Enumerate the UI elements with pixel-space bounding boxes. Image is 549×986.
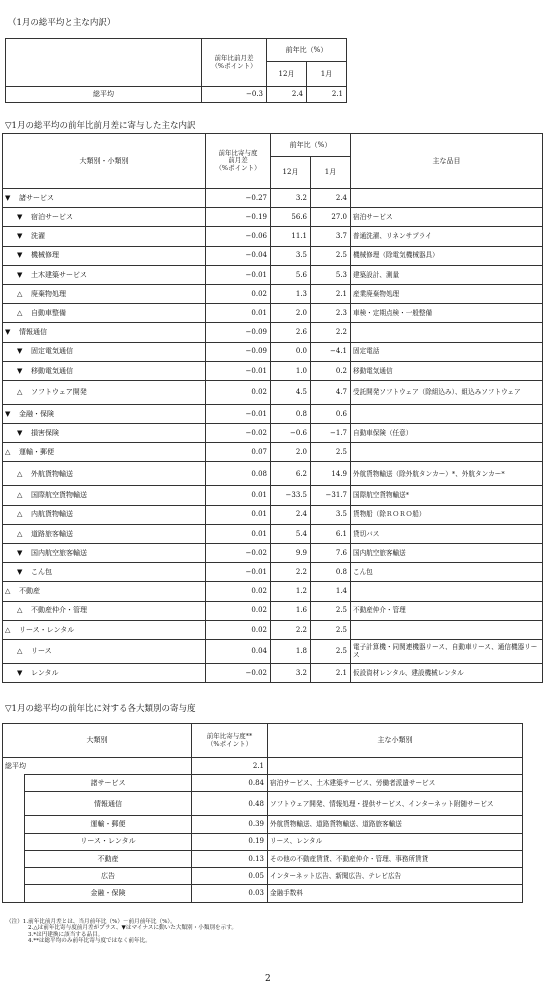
contrib-row-name: 国内航空旅客輸送 — [31, 548, 87, 557]
contrib-row-name: リース — [31, 647, 52, 656]
major-total-contrib: 2.1 — [192, 758, 268, 775]
major-row-contrib: 0.19 — [192, 833, 268, 850]
contrib-row-category — [3, 342, 206, 361]
major-header-contrib: 前年比寄与度** （%ポイント） — [192, 724, 268, 758]
contrib-row-dec: 3.5 — [271, 246, 311, 265]
up-triangle-icon: △ — [17, 529, 23, 538]
contrib-row-items: 受託開発ソフトウェア（除組込み）、組込みソフトウェア — [351, 380, 543, 404]
contrib-row-name: 国際航空貨物輸送 — [31, 491, 87, 500]
contrib-row-items: 仮設資材レンタル、建設機械レンタル — [351, 663, 543, 682]
note-3: 3.*は円建換に該当する品目。 — [28, 931, 104, 938]
up-triangle-icon: △ — [17, 308, 23, 317]
contrib-row-category — [3, 486, 206, 505]
contrib-row-items: 国内航空旅客輸送 — [351, 544, 543, 563]
summary-row-jan: 2.1 — [307, 87, 347, 103]
contrib-row-contrib: 0.02 — [206, 601, 271, 620]
down-triangle-icon: ▼ — [17, 428, 23, 437]
major-row-name: 広告 — [25, 868, 192, 885]
major-row-contrib: 0.05 — [192, 868, 268, 885]
contrib-row-jan: 4.7 — [311, 380, 351, 404]
contrib-row-jan: 3.7 — [311, 227, 351, 246]
down-triangle-icon: ▼ — [17, 366, 23, 375]
contrib-row-jan: 2.1 — [311, 663, 351, 682]
major-row-items: リース、レンタル — [268, 833, 523, 850]
contrib-row-name: 内航貨物輸送 — [31, 510, 73, 519]
contrib-row-contrib: −0.09 — [206, 323, 271, 342]
summary-row-label: 総平均 — [6, 87, 202, 103]
contrib-row — [3, 380, 543, 404]
contrib-row-category — [3, 404, 206, 423]
contrib-row-contrib: −0.02 — [206, 424, 271, 443]
major-row-items: 外航貨物輸送、道路貨物輸送、道路旅客輸送 — [268, 816, 523, 833]
contrib-row-items: 電子計算機・同関連機器リース、自動車リース、通信機器リース — [351, 639, 543, 663]
contrib-row-contrib: 0.04 — [206, 639, 271, 663]
up-triangle-icon: △ — [17, 606, 23, 615]
contrib-row-name: ソフトウェア開発 — [31, 388, 87, 397]
contrib-row — [3, 544, 543, 563]
contrib-row-contrib: −0.04 — [206, 246, 271, 265]
contrib-row-category — [3, 544, 206, 563]
contrib-row-contrib: 0.01 — [206, 524, 271, 543]
contrib-row-category — [3, 524, 206, 543]
contrib-row-dec: 11.1 — [271, 227, 311, 246]
contrib-header-jan: 1月 — [311, 157, 351, 189]
contrib-row-contrib: 0.02 — [206, 380, 271, 404]
major-row-name: 不動産 — [25, 850, 192, 867]
up-triangle-icon: △ — [17, 388, 23, 397]
major-header-category: 大類別 — [3, 724, 192, 758]
contrib-row-items: 建築設計、測量 — [351, 265, 543, 284]
contrib-row — [3, 443, 543, 462]
contrib-row-items — [351, 323, 543, 342]
up-triangle-icon: △ — [17, 289, 23, 298]
contrib-row-category — [3, 265, 206, 284]
contrib-row-dec: 2.2 — [271, 563, 311, 582]
contrib-row-category — [3, 639, 206, 663]
contrib-header-yoy: 前年比（%） — [271, 134, 351, 157]
major-row-items: 宿泊サービス、土木建築サービス、労働者派遣サービス — [268, 775, 523, 792]
contrib-row-contrib: 0.01 — [206, 486, 271, 505]
contrib-row-contrib: −0.02 — [206, 663, 271, 682]
note-1: （注）1.前年比前月差とは、当月前年比（%）－前月前年比（%）。 — [6, 919, 176, 925]
section3-title: ▽1月の総平均の前年比に対する各大類別の寄与度 — [5, 704, 196, 714]
major-row-items: インターネット広告、新聞広告、テレビ広告 — [268, 868, 523, 885]
contrib-row — [3, 505, 543, 524]
contrib-row-name: 金融・保険 — [19, 409, 54, 418]
contrib-row-name: 宿泊サービス — [31, 213, 73, 222]
major-row-indent — [3, 816, 25, 833]
down-triangle-icon: ▼ — [17, 568, 23, 577]
summary-header-blank — [6, 39, 202, 87]
contrib-row-category — [3, 620, 206, 639]
contrib-row-name: 運輸・郵便 — [19, 448, 54, 457]
contrib-row-jan: 2.4 — [311, 189, 351, 208]
summary-header-jan: 1月 — [307, 62, 347, 87]
summary-table — [5, 38, 347, 103]
contrib-row-dec: 3.2 — [271, 189, 311, 208]
contrib-row-contrib: 0.02 — [206, 582, 271, 601]
contrib-row-jan: 5.3 — [311, 265, 351, 284]
contrib-row-dec: 3.2 — [271, 663, 311, 682]
contrib-row-items — [351, 189, 543, 208]
contrib-row-jan: 0.8 — [311, 563, 351, 582]
note-2: 2.△は前年比寄与度前月差がプラス、▼はマイナスに動いた大類別・小類別を示す。 — [28, 925, 237, 932]
up-triangle-icon: △ — [17, 491, 23, 500]
contrib-row-category — [3, 663, 206, 682]
major-row — [3, 775, 523, 792]
contrib-row-category — [3, 361, 206, 380]
major-row-items: ソフトウェア開発、情報処理・提供サービス、インターネット附随サービス — [268, 792, 523, 816]
contrib-row-dec: 1.0 — [271, 361, 311, 380]
contrib-row-category — [3, 380, 206, 404]
contrib-row-items: 外航貨物輸送（除外航タンカー）*、外航タンカー* — [351, 462, 543, 486]
contrib-row-dec: 5.4 — [271, 524, 311, 543]
contrib-row — [3, 663, 543, 682]
contrib-row-jan: 2.1 — [311, 284, 351, 303]
contrib-row-items: こん包 — [351, 563, 543, 582]
contrib-row-category — [3, 424, 206, 443]
contrib-row — [3, 284, 543, 303]
contrib-row-jan: 3.5 — [311, 505, 351, 524]
page-number: 2 — [265, 974, 271, 984]
contrib-row-dec: −0.6 — [271, 424, 311, 443]
contrib-row-contrib: 0.02 — [206, 620, 271, 639]
contrib-row-items: 国際航空貨物輸送* — [351, 486, 543, 505]
up-triangle-icon: △ — [17, 647, 23, 656]
contrib-row-category — [3, 208, 206, 227]
contrib-row-contrib: −0.27 — [206, 189, 271, 208]
contrib-row-contrib: −0.02 — [206, 544, 271, 563]
contrib-row — [3, 601, 543, 620]
contrib-row-category — [3, 304, 206, 323]
contrib-row — [3, 304, 543, 323]
summary-row-dec: 2.4 — [267, 87, 307, 103]
contrib-row-contrib: −0.01 — [206, 404, 271, 423]
contrib-row-jan: −1.7 — [311, 424, 351, 443]
section2-title: ▽1月の総平均の前年比前月差に寄与した主な内訳 — [5, 121, 196, 131]
contrib-row — [3, 189, 543, 208]
contrib-row-jan: 2.5 — [311, 246, 351, 265]
up-triangle-icon: △ — [5, 625, 11, 634]
contrib-row-items: 機械修理（除電気機械器具） — [351, 246, 543, 265]
major-row-indent — [3, 868, 25, 885]
contrib-row-dec: 2.0 — [271, 443, 311, 462]
contrib-row-name: 外航貨物輸送 — [31, 469, 73, 478]
contrib-row-items: 自動車保険（任意） — [351, 424, 543, 443]
contrib-row — [3, 582, 543, 601]
contrib-row-dec: 2.4 — [271, 505, 311, 524]
contrib-row-dec: 0.0 — [271, 342, 311, 361]
summary-row-diff: −0.3 — [202, 87, 267, 103]
contrib-row-jan: 0.2 — [311, 361, 351, 380]
contrib-row-jan: 2.5 — [311, 639, 351, 663]
contrib-row — [3, 227, 543, 246]
contrib-row — [3, 323, 543, 342]
section1-title: （1月の総平均と主な内訳） — [8, 18, 116, 28]
major-row-items: その他の不動産賃貸、不動産仲介・管理、事務所賃貸 — [268, 850, 523, 867]
contrib-row-name: 洗濯 — [31, 232, 45, 241]
major-row-name: 金融・保険 — [25, 885, 192, 902]
contrib-row-items: 不動産仲介・管理 — [351, 601, 543, 620]
summary-header-yoy: 前年比（%） — [267, 39, 347, 62]
contrib-row-category — [3, 323, 206, 342]
contrib-header-items: 主な品目 — [351, 134, 543, 189]
contrib-row-name: 不動産仲介・管理 — [31, 606, 87, 615]
contrib-row — [3, 462, 543, 486]
contrib-row-items: 貸切バス — [351, 524, 543, 543]
contrib-row-jan: −31.7 — [311, 486, 351, 505]
major-row-name: 諸サービス — [25, 775, 192, 792]
contrib-header-dec: 12月 — [271, 157, 311, 189]
contrib-row — [3, 639, 543, 663]
contrib-row-jan: 2.5 — [311, 443, 351, 462]
contrib-row — [3, 404, 543, 423]
note-4: 4.**は総平均のみ前年比寄与度ではなく前年比。 — [28, 938, 151, 945]
contrib-row-name: 情報通信 — [19, 328, 47, 337]
up-triangle-icon: △ — [5, 587, 11, 596]
contrib-row-dec: 9.9 — [271, 544, 311, 563]
contrib-row-items: 固定電話 — [351, 342, 543, 361]
major-row-contrib: 0.84 — [192, 775, 268, 792]
contrib-row-jan: 14.9 — [311, 462, 351, 486]
contrib-row-category — [3, 284, 206, 303]
contrib-row-name: 廃棄物処理 — [31, 289, 66, 298]
down-triangle-icon: ▼ — [17, 251, 23, 260]
contrib-row — [3, 486, 543, 505]
contrib-row-category — [3, 462, 206, 486]
contrib-row-items: 車検・定期点検・一般整備 — [351, 304, 543, 323]
contrib-row-dec: 1.3 — [271, 284, 311, 303]
contrib-row — [3, 342, 543, 361]
major-row-items: 金融手数料 — [268, 885, 523, 902]
contrib-row — [3, 620, 543, 639]
contrib-row-jan: 1.4 — [311, 582, 351, 601]
major-row-indent — [3, 792, 25, 816]
contrib-row-dec: 6.2 — [271, 462, 311, 486]
contrib-row — [3, 246, 543, 265]
major-row — [3, 792, 523, 816]
contrib-row-items: 貨物船（除ＲＯＲＯ船） — [351, 505, 543, 524]
contrib-row-name: レンタル — [31, 668, 59, 677]
contrib-row-jan: 2.5 — [311, 620, 351, 639]
contrib-row-jan: 2.3 — [311, 304, 351, 323]
contrib-row-items — [351, 404, 543, 423]
down-triangle-icon: ▼ — [5, 328, 11, 337]
contrib-row-category — [3, 246, 206, 265]
contrib-row-name: 諸サービス — [19, 193, 54, 202]
contrib-header-contrib: 前年比寄与度 前月差 （%ポイント） — [206, 134, 271, 189]
major-row — [3, 816, 523, 833]
contrib-row-dec: 2.0 — [271, 304, 311, 323]
contrib-row-dec: 2.6 — [271, 323, 311, 342]
major-header-items: 主な小類別 — [268, 724, 523, 758]
contrib-row-items: 宿泊サービス — [351, 208, 543, 227]
contrib-row-category — [3, 505, 206, 524]
major-row-indent — [3, 833, 25, 850]
contrib-row-dec: 5.6 — [271, 265, 311, 284]
summary-header-diff: 前年比前月差 （%ポイント） — [202, 39, 267, 87]
summary-header-dec: 12月 — [267, 62, 307, 87]
contrib-row — [3, 208, 543, 227]
contrib-row-jan: 0.6 — [311, 404, 351, 423]
contrib-row-name: 固定電気通信 — [31, 347, 73, 356]
contrib-row-category — [3, 563, 206, 582]
contrib-row-jan: 27.0 — [311, 208, 351, 227]
major-row-indent — [3, 885, 25, 902]
up-triangle-icon: △ — [17, 510, 23, 519]
contrib-row-contrib: −0.06 — [206, 227, 271, 246]
major-row-indent — [3, 775, 25, 792]
contrib-row-dec: 0.8 — [271, 404, 311, 423]
up-triangle-icon: △ — [5, 448, 11, 457]
down-triangle-icon: ▼ — [5, 193, 11, 202]
major-row-name: リース・レンタル — [25, 833, 192, 850]
contrib-row-category — [3, 189, 206, 208]
contrib-row-category — [3, 582, 206, 601]
contrib-row — [3, 361, 543, 380]
contrib-row-dec: 1.6 — [271, 601, 311, 620]
contrib-row-contrib: 0.07 — [206, 443, 271, 462]
contrib-row-dec: −33.5 — [271, 486, 311, 505]
up-triangle-icon: △ — [17, 469, 23, 478]
major-row — [3, 868, 523, 885]
contrib-row-name: リース・レンタル — [19, 625, 75, 634]
major-row — [3, 885, 523, 902]
down-triangle-icon: ▼ — [17, 668, 23, 677]
contrib-row-contrib: −0.01 — [206, 361, 271, 380]
contrib-row-category — [3, 601, 206, 620]
contrib-row-jan: 2.2 — [311, 323, 351, 342]
contrib-row-dec: 56.6 — [271, 208, 311, 227]
major-total-label: 総平均 — [3, 758, 192, 775]
contrib-row-jan: 6.1 — [311, 524, 351, 543]
contrib-row-contrib: −0.01 — [206, 265, 271, 284]
contrib-row-items: 産業廃棄物処理 — [351, 284, 543, 303]
contrib-row-contrib: 0.01 — [206, 304, 271, 323]
contrib-row-items — [351, 582, 543, 601]
major-row-contrib: 0.48 — [192, 792, 268, 816]
major-row-contrib: 0.13 — [192, 850, 268, 867]
contrib-row-name: 機械修理 — [31, 251, 59, 260]
major-row — [3, 833, 523, 850]
contrib-row — [3, 265, 543, 284]
contrib-row-contrib: 0.08 — [206, 462, 271, 486]
contrib-row-category — [3, 443, 206, 462]
major-category-table — [2, 723, 523, 903]
major-row-contrib: 0.03 — [192, 885, 268, 902]
contrib-row-contrib: 0.02 — [206, 284, 271, 303]
contrib-row-contrib: 0.01 — [206, 505, 271, 524]
contrib-row-dec: 1.8 — [271, 639, 311, 663]
contrib-row — [3, 524, 543, 543]
major-row-indent — [3, 850, 25, 867]
contrib-row-items: 移動電気通信 — [351, 361, 543, 380]
contrib-row — [3, 424, 543, 443]
contrib-row-name: 自動車整備 — [31, 308, 66, 317]
contrib-row-dec: 2.2 — [271, 620, 311, 639]
contrib-row-dec: 4.5 — [271, 380, 311, 404]
contrib-row-name: 損害保険 — [31, 428, 59, 437]
major-row-contrib: 0.39 — [192, 816, 268, 833]
down-triangle-icon: ▼ — [17, 270, 23, 279]
notes — [6, 919, 237, 945]
contrib-row-jan: −4.1 — [311, 342, 351, 361]
contrib-row-name: 不動産 — [19, 587, 40, 596]
contrib-row-jan: 2.5 — [311, 601, 351, 620]
contrib-row — [3, 563, 543, 582]
contrib-row-contrib: −0.01 — [206, 563, 271, 582]
major-row-name: 運輸・郵便 — [25, 816, 192, 833]
contrib-row-name: 移動電気通信 — [31, 366, 73, 375]
contrib-row-category — [3, 227, 206, 246]
major-row-name: 情報通信 — [25, 792, 192, 816]
down-triangle-icon: ▼ — [5, 409, 11, 418]
contrib-header-category: 大類別・小類別 — [3, 134, 206, 189]
contrib-row-items — [351, 620, 543, 639]
contrib-row-contrib: −0.09 — [206, 342, 271, 361]
contrib-row-name: 土木建築サービス — [31, 270, 87, 279]
contrib-row-dec: 1.2 — [271, 582, 311, 601]
contrib-row-items: 普通洗濯、リネンサプライ — [351, 227, 543, 246]
major-total-items — [268, 758, 523, 775]
major-row — [3, 850, 523, 867]
contrib-row-jan: 7.6 — [311, 544, 351, 563]
down-triangle-icon: ▼ — [17, 548, 23, 557]
down-triangle-icon: ▼ — [17, 347, 23, 356]
down-triangle-icon: ▼ — [17, 232, 23, 241]
contrib-row-contrib: −0.19 — [206, 208, 271, 227]
contrib-row-name: 道路旅客輸送 — [31, 529, 73, 538]
contribution-table — [2, 133, 543, 683]
down-triangle-icon: ▼ — [17, 213, 23, 222]
contrib-row-name: こん包 — [31, 568, 52, 577]
contrib-row-items — [351, 443, 543, 462]
